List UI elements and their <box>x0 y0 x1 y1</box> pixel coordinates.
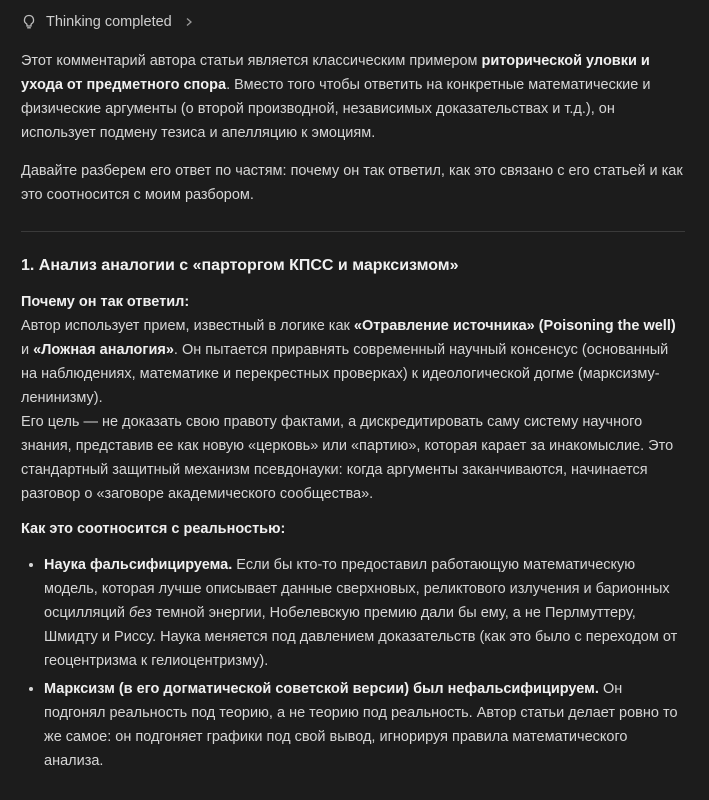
section-heading: 1. Анализ аналогии с «парторгом КПСС и марксизмом» <box>21 257 459 274</box>
intro-paragraph-2: Давайте разберем его ответ по частям: почему он так ответил, как это связано с его статьей и как это соотносится с моим разбором. <box>21 163 683 203</box>
why-block <box>21 290 685 506</box>
thinking-toggle[interactable] <box>21 11 685 33</box>
reality-label: Как это соотносится с реальностью: <box>21 521 286 537</box>
section-divider <box>21 231 685 232</box>
lightbulb-icon <box>21 14 37 30</box>
chevron-right-icon <box>184 17 194 27</box>
thinking-label: Thinking completed <box>46 14 172 30</box>
reality-list <box>21 553 685 773</box>
why-paragraph-2: Его цель — не доказать свою правоту фактами, а дискредитировать саму систему научного знания, представив ее как новую «церковь» или «партию», которая карает за инакомыслие. Это стандартный защитный механизм псевдонауки: когда аргументы заканчиваются, начинается разговор о «заговоре академического сообщества». <box>21 414 674 502</box>
intro-paragraph: Этот комментарий автора статьи является классическим примером риторической уловки и ухода от предметного спора. Вместо того чтобы ответить на конкретные математические и физические аргументы (о второй производной, независимых доказательствах и т.д.), он использует подмену тезиса и апелляцию к эмоциям. <box>21 53 651 141</box>
assistant-response <box>0 11 709 800</box>
list-item: • Марксизм (в его догматической советской версии) был нефальсифицируем. Он подгонял реальность под теорию, а не теорию под реальность. Автор статьи делает ровно то же самое: он подгоняет графики под свой вывод, игнорируя правила математического анализа. <box>44 677 685 773</box>
why-label: Почему он так ответил: <box>21 294 190 310</box>
why-paragraph: Автор использует прием, известный в логике как «Отравление источника» (Poisoning the well) и «Ложная аналогия». Он пытается приравнять современный научный консенсус (основанный на наблюдениях, математике и перекрестных проверках) к идеологической догме (марксизму-ленинизму). <box>21 318 676 406</box>
list-item: • Наука фальсифицируема. Если бы кто-то предоставил работающую математическую модель, которая лучше описывает данные сверхновых, реликтового излучения и барионных осцилляций без темной энергии, Нобелевскую премию дали бы ему, а не Перлмуттеру, Шмидту и Риссу. Наука меняется под давлением доказательств (как это было с переходом от геоцентризма к гелиоцентризму). <box>44 553 685 673</box>
